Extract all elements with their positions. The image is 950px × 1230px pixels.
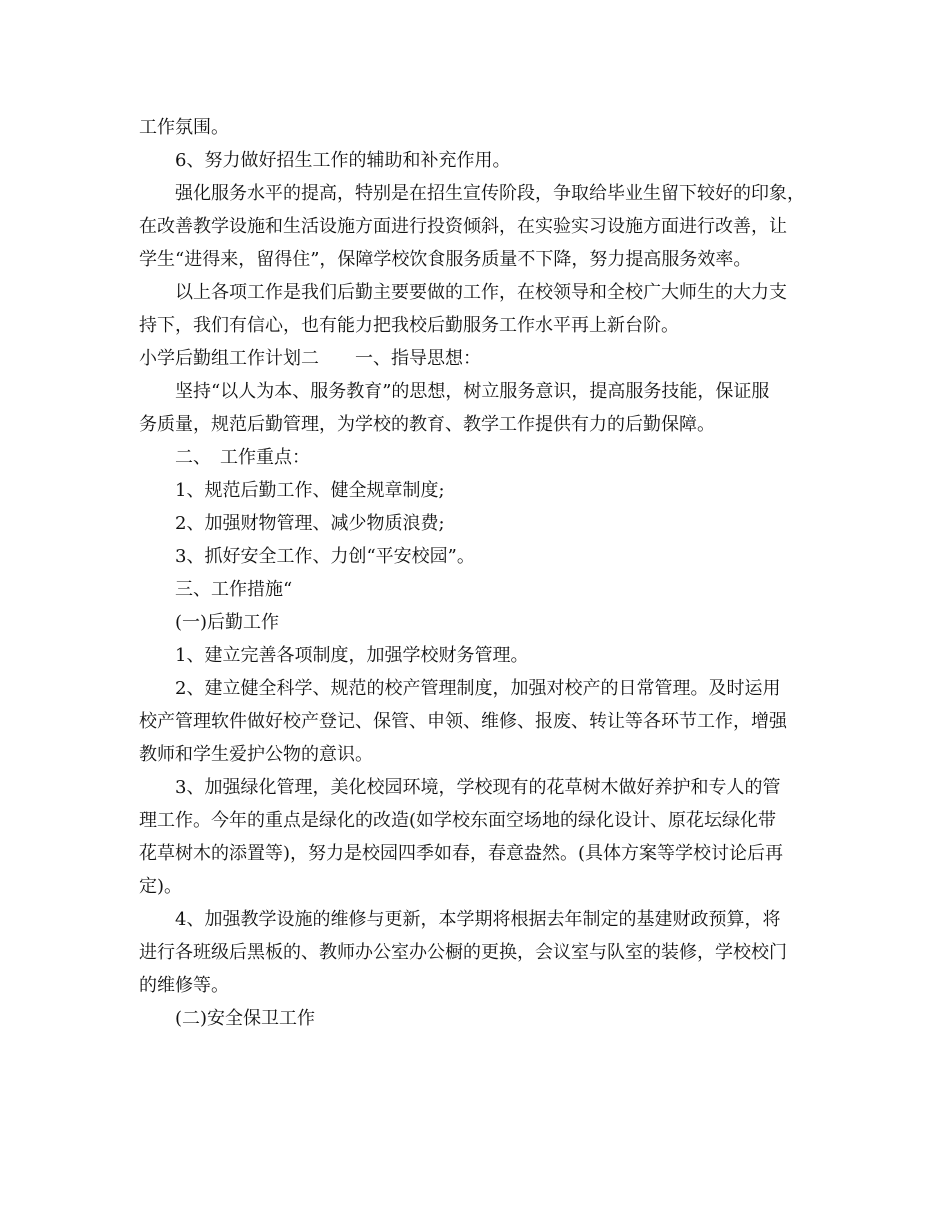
subsection-heading: (二)安全保卫工作 — [175, 1008, 316, 1029]
list-item: 2、建立健全科学、规范的校产管理制度，加强对校产的日常管理。及时运用 — [175, 678, 781, 699]
list-item: 1、建立完善各项制度，加强学校财务管理。 — [175, 645, 529, 666]
text-line: 花草树木的添置等)，努力是校园四季如春，春意盎然。(具体方案等学校讨论后再 — [139, 843, 784, 864]
text-line: 坚持“以人为本、服务教育”的思想，树立服务意识，提高服务技能，保证服 — [175, 381, 770, 402]
text-line: 以上各项工作是我们后勤主要要做的工作，在校领导和全校广大师生的大力支 — [175, 282, 787, 303]
text-line: 持下，我们有信心，也有能力把我校后勤服务工作水平再上新台阶。 — [139, 315, 679, 336]
subsection-heading: (一)后勤工作 — [175, 612, 280, 633]
list-item: 4、加强教学设施的维修与更新，本学期将根据去年制定的基建财政预算，将 — [175, 909, 781, 930]
list-item: 3、抓好安全工作、力创“平安校园”。 — [175, 546, 475, 567]
text-line: 强化服务水平的提高，特别是在招生宣传阶段，争取给毕业生留下较好的印象， — [175, 183, 805, 204]
section-heading: 二、 工作重点： — [175, 447, 310, 468]
text-line: 理工作。今年的重点是绿化的改造(如学校东面空场地的绿化设计、原花坛绿化带 — [139, 810, 777, 831]
list-item: 1、规范后勤工作、健全规章制度; — [175, 480, 445, 501]
text-line: 在改善教学设施和生活设施方面进行投资倾斜，在实验实习设施方面进行改善，让 — [139, 216, 787, 237]
text-line: 务质量，规范后勤管理，为学校的教育、教学工作提供有力的后勤保障。 — [139, 414, 715, 435]
document-body — [139, 111, 819, 1035]
text-line: 的维修等。 — [139, 975, 229, 996]
section-heading: 小学后勤组工作计划二 一、指导思想： — [139, 348, 481, 369]
text-line: 进行各班级后黑板的、教师办公室办公橱的更换，会议室与队室的装修，学校校门 — [139, 942, 787, 963]
text-line: 学生“进得来，留得住”，保障学校饮食服务质量不下降，努力提高服务效率。 — [139, 249, 752, 270]
text-line: 校产管理软件做好校产登记、保管、申领、维修、报废、转让等各环节工作，增强 — [139, 711, 787, 732]
list-item: 3、加强绿化管理，美化校园环境，学校现有的花草树木做好养护和专人的管 — [175, 777, 781, 798]
text-line: 教师和学生爱护公物的意识。 — [139, 744, 373, 765]
text-line: 6、努力做好招生工作的辅助和补充作用。 — [175, 150, 511, 171]
text-line: 定)。 — [139, 876, 183, 897]
section-heading: 三、工作措施“ — [175, 579, 293, 600]
list-item: 2、加强财物管理、减少物质浪费; — [175, 513, 445, 534]
text-line: 工作氛围。 — [139, 117, 229, 138]
